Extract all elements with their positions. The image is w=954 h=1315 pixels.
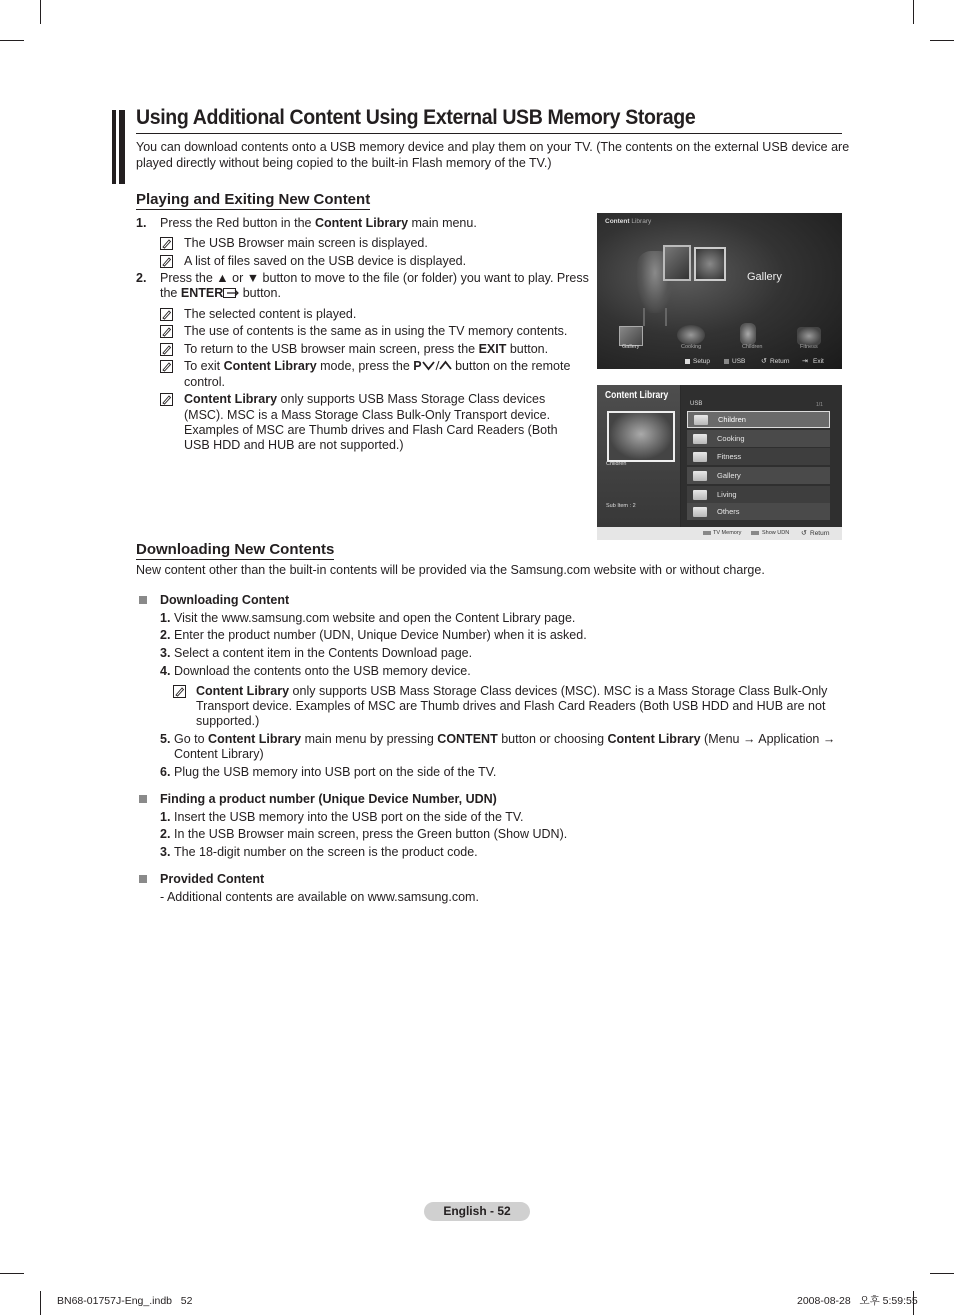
step-2-line-2 <box>160 286 281 301</box>
subheading-finding-udn: Finding a product number (Unique Device Number, UDN) <box>160 792 497 806</box>
tv-memory-label: TV Memory <box>713 530 742 536</box>
folder-label: Others <box>717 507 740 516</box>
folder-icon <box>694 415 708 425</box>
page-title: Using Additional Content Using External USB Memory Storage <box>136 106 696 129</box>
screen-header-bold: Content <box>605 218 630 225</box>
folder-label: Cooking <box>717 434 745 443</box>
note-icon <box>160 393 173 406</box>
note-text <box>184 342 548 357</box>
category-label: Children <box>742 344 763 350</box>
note-text: The USB Browser main screen is displayed. <box>184 236 428 250</box>
gallery-label: Gallery <box>747 271 782 283</box>
folder-icon <box>693 490 707 500</box>
usb-browser-screenshot <box>597 385 842 540</box>
step-5-line-2: Content Library) <box>174 747 264 761</box>
note-pre: To return to the USB browser main screen, press the <box>184 342 479 356</box>
return-icon: ↺ <box>761 358 767 365</box>
step-2-line-1: Press the ▲ or ▼ button to move to the file (or folder) you want to play. Press <box>160 271 589 285</box>
category-label: Cooking <box>681 344 702 350</box>
folder-row[interactable] <box>687 467 830 484</box>
section-heading-playing: Playing and Exiting New Content <box>136 191 371 208</box>
subheading-downloading-content: Downloading Content <box>160 593 290 607</box>
subheading-provided-content: Provided Content <box>160 872 265 886</box>
note-icon <box>160 325 173 338</box>
step-number: 3. <box>160 845 171 859</box>
note-post: button on the remote <box>451 359 571 373</box>
folder-icon <box>693 471 707 481</box>
note-text-cont: Examples of MSC are Thumb drives and Flash Card Readers (Both <box>184 423 558 437</box>
crop-mark <box>913 0 914 24</box>
step-text: In the USB Browser main screen, press the Green button (Show UDN). <box>174 827 568 841</box>
note-line: only supports USB Mass Storage Class devices (MSC). MSC is a Mass Storage Class Bulk-Only <box>289 684 828 698</box>
picture-frame <box>694 247 726 281</box>
screen-title: Content Library <box>605 390 669 401</box>
step-text: The 18-digit number on the screen is the product code. <box>174 845 478 859</box>
content-library-label: Content Library <box>184 392 278 406</box>
step-text: Download the contents onto the USB memory device. <box>174 664 471 678</box>
crop-mark <box>930 40 954 41</box>
title-rule <box>136 133 842 134</box>
step-5-e: (Menu → Application → <box>700 732 836 746</box>
folder-icon <box>693 507 707 517</box>
title-bar-decoration <box>119 110 125 184</box>
step-5-text <box>174 732 835 747</box>
folder-label: Fitness <box>717 452 742 461</box>
crop-mark <box>930 1273 954 1274</box>
crop-mark <box>40 0 41 24</box>
return-label: Return <box>810 530 830 537</box>
step-number: 4. <box>160 664 171 678</box>
content-library-label: Content Library <box>196 684 290 698</box>
note-icon <box>173 685 186 698</box>
note-text <box>196 684 827 699</box>
step-number: 2. <box>136 271 147 285</box>
folder-label: Living <box>717 490 737 499</box>
folder-icon <box>693 434 707 444</box>
category-label: Gallery <box>622 344 640 350</box>
enter-icon <box>223 288 239 298</box>
exit-icon: ⇥ <box>802 358 808 365</box>
intro-line-1: You can download contents onto a USB memory device and play them on your TV. (The contents on the external USB device are <box>136 140 850 154</box>
cooking-category-icon[interactable] <box>677 325 705 345</box>
note-text-cont: supported.) <box>196 714 260 728</box>
enter-label: ENTER <box>180 286 224 300</box>
folder-row[interactable] <box>687 448 830 465</box>
print-date: 2008-08-28 오후 5:59:55 <box>797 1295 918 1307</box>
fitness-category-icon[interactable] <box>797 327 821 345</box>
note-text-cont: control. <box>184 375 225 389</box>
folder-label: Gallery <box>717 471 741 480</box>
step-5-c: main menu by pressing <box>301 732 438 746</box>
content-library-screenshot <box>597 213 842 369</box>
note-text: The use of contents is the same as in using the TV memory contents. <box>184 324 568 338</box>
bullet-square <box>139 596 147 604</box>
step-number: 3. <box>160 646 171 660</box>
note-icon <box>160 360 173 373</box>
chair-leg <box>665 308 667 326</box>
note-icon <box>160 343 173 356</box>
p-label: P <box>413 359 422 373</box>
step-2-post: button. <box>239 286 281 300</box>
step-number: 1. <box>160 810 171 824</box>
step-number: 5. <box>160 732 171 746</box>
crop-mark <box>40 1291 41 1315</box>
note-pre: To exit <box>184 359 224 373</box>
step-number: 6. <box>160 765 171 779</box>
crop-mark <box>0 1273 24 1274</box>
step-text: Visit the www.samsung.com website and open the Content Library page. <box>174 611 576 625</box>
return-icon: ↺ <box>801 530 807 537</box>
return-label: Return <box>770 358 790 365</box>
note-mid: mode, press the <box>316 359 414 373</box>
picture-frame <box>663 245 691 281</box>
folder-row[interactable] <box>687 430 830 447</box>
step-number: 1. <box>136 216 147 230</box>
usb-label: USB <box>690 401 703 407</box>
screen-header-rest: Library <box>629 218 652 225</box>
note-text <box>184 359 570 374</box>
note-text-cont: Transport device. Examples of MSC are Thumb drives and Flash Card Readers (Both USB HDD and HUB are not <box>196 699 826 713</box>
exit-label: EXIT <box>478 342 507 356</box>
note-text-cont: USB HDD and HUB are not supported.) <box>184 438 404 452</box>
step-5-b3: Content Library <box>607 732 701 746</box>
note-text: A list of files saved on the USB device is displayed. <box>184 254 467 268</box>
gallery-category-icon[interactable] <box>619 326 643 346</box>
step-1-post: main menu. <box>408 216 477 230</box>
step-text: Insert the USB memory into the USB port on the side of the TV. <box>174 810 524 824</box>
category-label: Fitness <box>800 344 818 350</box>
step-5-b2: CONTENT <box>437 732 498 746</box>
step-1-bold: Content Library <box>314 216 409 230</box>
thumbnail-caption: Children <box>606 461 627 467</box>
note-icon <box>160 255 173 268</box>
intro-line-2: played directly without being copied to the built-in Flash memory of the TV.) <box>136 156 552 170</box>
exit-label: Exit <box>813 358 824 365</box>
step-text: Enter the product number (UDN, Unique Device Number) when it is asked. <box>174 628 587 642</box>
folder-row-selected[interactable] <box>687 411 830 428</box>
sub-item-count: Sub Item : 2 <box>606 503 636 509</box>
screen-header <box>605 218 651 225</box>
chair-leg <box>643 308 645 326</box>
step-1-pre: Press the Red button in the <box>160 216 315 230</box>
step-1-text <box>160 216 477 231</box>
file-info: BN68-01757J-Eng_.indb 52 <box>57 1295 193 1307</box>
folder-row[interactable] <box>687 486 830 503</box>
page-number: English - 52 <box>424 1202 530 1221</box>
step-text: Select a content item in the Contents Download page. <box>174 646 473 660</box>
usb-label: USB <box>732 358 746 365</box>
green-button-icon <box>724 359 729 364</box>
step-5-a: Go to <box>174 732 209 746</box>
note-icon <box>160 237 173 250</box>
crop-mark <box>0 40 24 41</box>
note-line: only supports USB Mass Storage Class devices <box>277 392 546 406</box>
children-category-icon[interactable] <box>740 323 756 345</box>
green-button-icon <box>751 531 759 535</box>
folder-label: Children <box>718 415 746 424</box>
note-text: The selected content is played. <box>184 307 357 321</box>
step-5-d: button or choosing <box>497 732 608 746</box>
step-5-b1: Content Library <box>208 732 302 746</box>
content-library-label: Content Library <box>223 359 317 373</box>
provided-item: - Additional contents are available on www.samsung.com. <box>160 890 479 904</box>
folder-thumbnail <box>607 411 675 462</box>
folder-row[interactable] <box>687 503 830 520</box>
folder-icon <box>693 452 707 462</box>
page-indicator: 1/1 <box>816 402 823 408</box>
note-post: button. <box>506 342 549 356</box>
step-text: Plug the USB memory into USB port on the side of the TV. <box>174 765 497 779</box>
red-button-icon <box>685 359 690 364</box>
channel-down-up-icon <box>422 360 452 371</box>
step-number: 2. <box>160 827 171 841</box>
note-text <box>184 392 545 407</box>
note-text-cont: (MSC). MSC is a Mass Storage Class Bulk-Only Transport device. <box>184 408 551 422</box>
title-bar-decoration <box>112 110 116 184</box>
setup-label: Setup <box>693 358 710 365</box>
note-icon <box>160 308 173 321</box>
bullet-square <box>139 795 147 803</box>
step-number: 1. <box>160 611 171 625</box>
show-udn-label: Show UDN <box>762 530 790 536</box>
section-heading-downloading: Downloading New Contents <box>136 541 335 558</box>
step-number: 2. <box>160 628 171 642</box>
section-intro: New content other than the built-in contents will be provided via the Samsung.com website with or without charge. <box>136 563 765 577</box>
red-button-icon <box>703 531 711 535</box>
step-2-pre: the <box>160 286 181 300</box>
bullet-square <box>139 875 147 883</box>
